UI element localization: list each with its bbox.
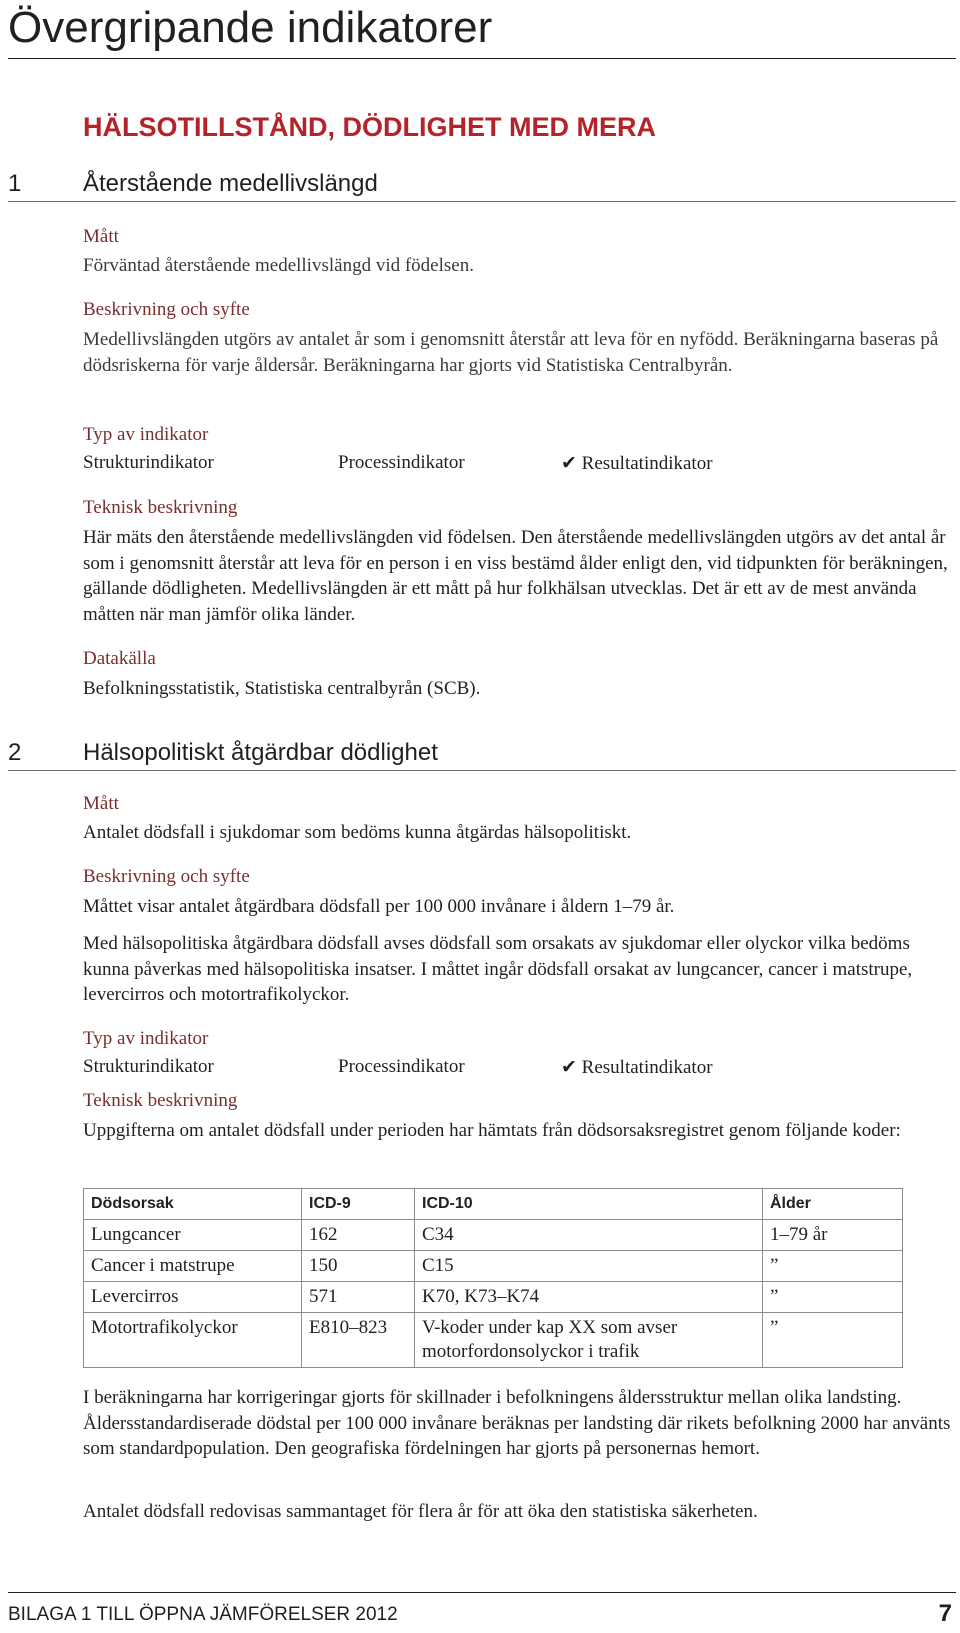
table-cell: E810–823	[302, 1313, 415, 1368]
indicator-1-matt-label: Mått	[83, 226, 119, 247]
page-title: Övergripande indikatorer	[8, 3, 493, 52]
table-cell: Lungcancer	[84, 1220, 302, 1251]
table-header-cell: ICD-9	[302, 1189, 415, 1220]
section-heading: HÄLSOTILLSTÅND, DÖDLIGHET MED MERA	[83, 112, 656, 142]
indicator-1-typ-label: Typ av indikator	[83, 424, 209, 445]
indicator-2-matt-text: Antalet dödsfall i sjukdomar som bedöms kunna åtgärdas hälsopolitiskt.	[83, 822, 632, 843]
indicator-1-datakalla-text: Befolkningsstatistik, Statistiska centralbyrån (SCB).	[83, 678, 481, 699]
table-cell: ”	[763, 1282, 903, 1313]
table-cell: 571	[302, 1282, 415, 1313]
table-header-row	[84, 1189, 903, 1220]
page-number: 7	[938, 1600, 952, 1627]
indicator-2-after-table-text-1: I beräkningarna har korrigeringar gjorts för skillnader i befolkningens åldersstruktur mellan olika landsting. Åldersstandardiserade dödstal per 100 000 invånare beräknas per landsting där rikets befolkning 2000 har använts som standardpopulation. Den geografiska fördelningen har gjorts på personernas hemort.	[83, 1387, 951, 1459]
table-cell: ”	[763, 1313, 903, 1368]
table-cell: K70, K73–K74	[415, 1282, 763, 1313]
indicator-1-matt-text: Förväntad återstående medellivslängd vid födelsen.	[83, 255, 474, 276]
table-header-cell: ICD-10	[415, 1189, 763, 1220]
indicator-2-title: Hälsopolitiskt åtgärdbar dödlighet	[83, 739, 438, 766]
indicator-2-divider	[8, 770, 956, 771]
indicator-2-teknisk-label: Teknisk beskrivning	[83, 1090, 238, 1111]
indicator-1-divider	[8, 201, 956, 202]
indicator-1-teknisk-label: Teknisk beskrivning	[83, 497, 238, 518]
indicator-2-beskrivning-text-1: Måttet visar antalet åtgärdbara dödsfall per 100 000 invånare i åldern 1–79 år.	[83, 896, 675, 917]
indicator-2-teknisk-text: Uppgifterna om antalet dödsfall under perioden har hämtats från dödsorsaksregistret genom följande koder:	[83, 1120, 901, 1141]
strukturindikator-option: Strukturindikator	[83, 1056, 214, 1077]
table-cell: Motortrafikolyckor	[84, 1313, 302, 1368]
indicator-1-datakalla-label: Datakälla	[83, 648, 156, 669]
table-row	[84, 1251, 903, 1282]
table-row	[84, 1220, 903, 1251]
table-header-cell: Ålder	[763, 1189, 903, 1220]
table-cell: 162	[302, 1220, 415, 1251]
table-header-cell: Dödsorsak	[84, 1189, 302, 1220]
indicator-1-typ-row	[83, 452, 953, 478]
indicator-1-title: Återstående medellivslängd	[83, 170, 378, 197]
footer-divider	[8, 1592, 956, 1593]
title-divider	[8, 58, 956, 59]
icd-codes-table	[83, 1188, 903, 1368]
table-cell: 1–79 år	[763, 1220, 903, 1251]
processindikator-option: Processindikator	[338, 452, 465, 473]
table-cell: ”	[763, 1251, 903, 1282]
indicator-2-beskrivning-text-2: Med hälsopolitiska åtgärdbara dödsfall avses dödsfall som orsakats av sjukdomar eller olyckor vilka bedöms kunna påverkas med hälsopolitiska insatser. I måttet ingår dödsfall orsakat av lungcancer, cancer i matstrupe, levercirros och motortrafikolyckor.	[83, 933, 913, 1005]
table-cell: Levercirros	[84, 1282, 302, 1313]
processindikator-option: Processindikator	[338, 1056, 465, 1077]
table-row	[84, 1282, 903, 1313]
indicator-1-number: 1	[8, 170, 22, 197]
indicator-2-typ-row	[83, 1056, 953, 1082]
table-cell: Cancer i matstrupe	[84, 1251, 302, 1282]
table-cell: C15	[415, 1251, 763, 1282]
indicator-2-beskrivning-label: Beskrivning och syfte	[83, 866, 250, 887]
indicator-1-teknisk-text: Här mäts den återstående medellivslängden vid födelsen. Den återstående medellivslängden utgörs av det antal år som i genomsnitt återstår att leva för en person i en viss bestämd ålder enligt den, vid tidpunkten för beräkningen, gällande dödligheten. Medellivslängden är ett mått på hur folkhälsan utvecklas. Det är ett av de mest använda måtten när man jämför olika länder.	[83, 527, 948, 625]
footer-publication-title: BILAGA 1 TILL ÖPPNA JÄMFÖRELSER 2012	[8, 1604, 398, 1625]
table-cell: V-koder under kap XX som avser motorfordonsolyckor i trafik	[415, 1313, 763, 1368]
table-cell: C34	[415, 1220, 763, 1251]
indicator-1-beskrivning-text: Medellivslängden utgörs av antalet år som i genomsnitt återstår att leva för en nyfödd. Beräkningarna baseras på dödsriskerna för varje åldersår. Beräkningarna har gjorts vid Statistiska Centralbyrån.	[83, 329, 939, 376]
table-row	[84, 1313, 903, 1368]
indicator-2-after-table-text-2: Antalet dödsfall redovisas sammantaget för flera år för att öka den statistiska säkerheten.	[83, 1501, 758, 1522]
strukturindikator-option: Strukturindikator	[83, 452, 214, 473]
resultatindikator-option-checked: ✔ Resultatindikator	[561, 453, 713, 474]
indicator-2-typ-label: Typ av indikator	[83, 1028, 209, 1049]
indicator-1-beskrivning-label: Beskrivning och syfte	[83, 299, 250, 320]
indicator-2-number: 2	[8, 739, 22, 766]
table-cell: 150	[302, 1251, 415, 1282]
indicator-2-matt-label: Mått	[83, 793, 119, 814]
resultatindikator-option-checked: ✔ Resultatindikator	[561, 1057, 713, 1078]
